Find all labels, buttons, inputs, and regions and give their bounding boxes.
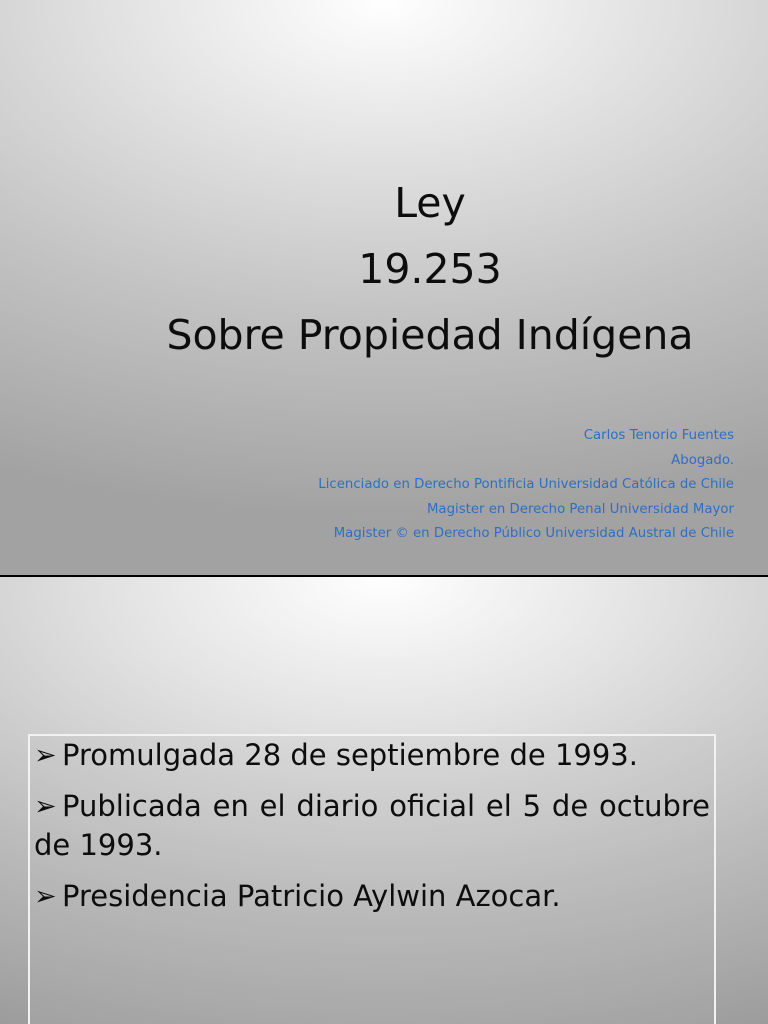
author-degree-3: Magister © en Derecho Público Universidad Austral de Chile <box>333 526 734 541</box>
bullet-item <box>34 787 710 865</box>
bullet-item <box>34 877 710 916</box>
bullet-list <box>34 736 710 928</box>
slide-title-heading <box>100 170 760 368</box>
author-name: Carlos Tenorio Fuentes <box>583 428 734 443</box>
title-line-ley: Ley <box>394 179 466 227</box>
slide-details <box>0 577 768 1024</box>
bullet-item <box>34 736 710 775</box>
title-line-number: 19.253 <box>358 245 502 293</box>
title-line-subject: Sobre Propiedad Indígena <box>166 311 694 359</box>
author-degree-2: Magister en Derecho Penal Universidad Mayor <box>426 501 734 517</box>
arrow-bullet-icon: ➢ <box>34 740 57 771</box>
author-credits <box>318 424 734 547</box>
bullet-text: Promulgada 28 de septiembre de 1993. <box>62 738 638 772</box>
bullet-text: Presidencia Patricio Aylwin Azocar. <box>62 879 561 913</box>
author-profession: Abogado. <box>671 452 734 468</box>
arrow-bullet-icon: ➢ <box>34 791 57 822</box>
arrow-bullet-icon: ➢ <box>34 881 57 912</box>
bullet-text: Publicada en el diario oficial el 5 de octubre de 1993. <box>34 789 710 862</box>
author-degree-1: Licenciado en Derecho Pontificia Universidad Católica de Chile <box>318 477 734 492</box>
